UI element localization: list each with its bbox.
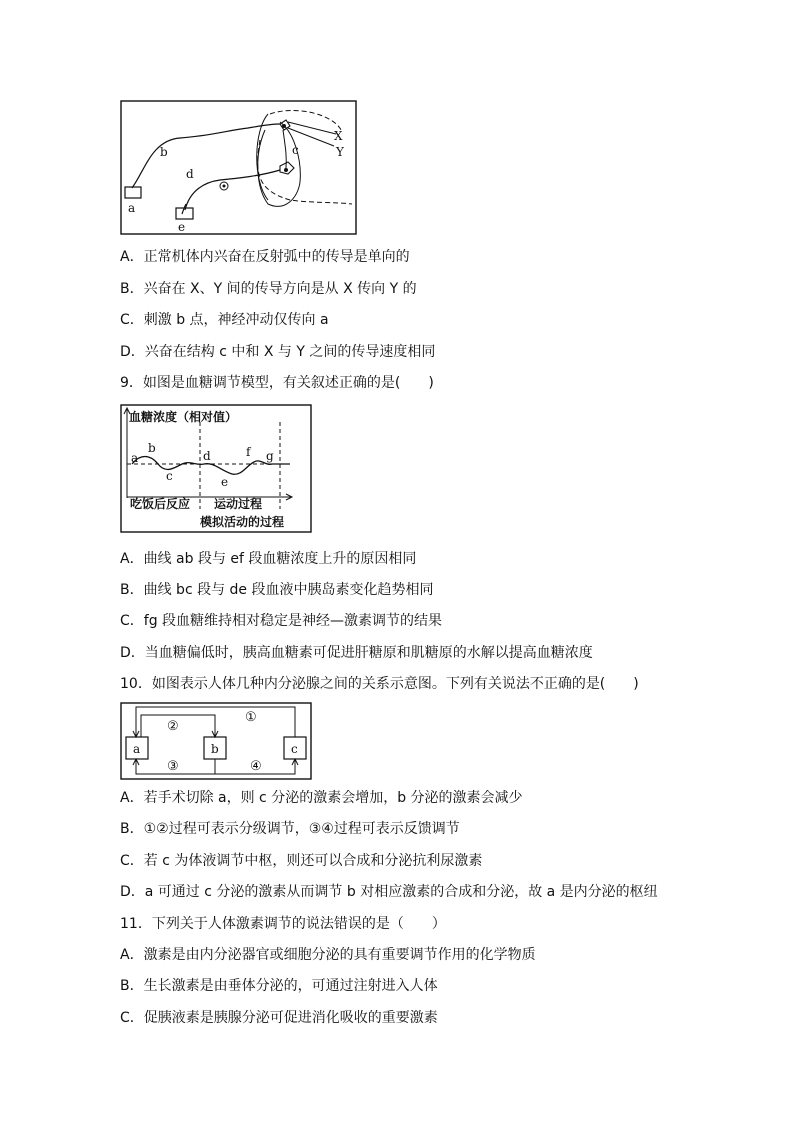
q8-option-c: C．刺激 b 点，神经冲动仅传向 a (120, 312, 329, 328)
box-a-label: a (133, 742, 141, 756)
q11-option-c: C．促胰液素是胰腺分泌可促进消化吸收的重要激素 (120, 1010, 438, 1026)
point-c: c (166, 469, 173, 483)
q10-stem: 10．如图表示人体几种内分泌腺之间的关系示意图。下列有关说法不正确的是( ) (120, 676, 639, 692)
arrow-1-label: ① (245, 710, 257, 725)
label-y: Y (336, 145, 344, 159)
endocrine-figure (120, 702, 313, 782)
phase-exercise-label: 运动过程 (214, 497, 263, 511)
q9-option-b: B．曲线 bc 段与 de 段血液中胰岛素变化趋势相同 (120, 582, 434, 598)
label-c: c (292, 143, 299, 157)
arrow-3-label: ③ (167, 759, 179, 774)
point-a: a (131, 451, 139, 465)
box-b-label: b (211, 742, 219, 756)
point-d: d (203, 449, 211, 463)
q9-option-a: A．曲线 ab 段与 ef 段血糖浓度上升的原因相同 (120, 551, 417, 567)
q9-option-d: D．当血糖偏低时，胰高血糖素可促进肝糖原和肌糖原的水解以提高血糖浓度 (120, 645, 593, 661)
label-x: X (334, 129, 343, 143)
point-f: f (246, 445, 251, 459)
point-g: g (266, 449, 274, 463)
blood-sugar-figure (120, 404, 313, 534)
q11-option-b: B．生长激素是由垂体分泌的，可通过注射进入人体 (120, 978, 438, 994)
arrow-2-label: ② (167, 719, 179, 734)
reflex-arc-figure (120, 100, 358, 236)
q10-option-d: D．a 可通过 c 分泌的激素从而调节 b 对相应激素的合成和分泌，故 a 是内分泌的枢纽 (120, 884, 658, 900)
label-d: d (186, 167, 194, 181)
q8-option-d: D．兴奋在结构 c 中和 X 与 Y 之间的传导速度相同 (120, 344, 436, 360)
figure-footer: 模拟活动的过程 (200, 515, 285, 529)
box-c-label: c (291, 742, 298, 756)
q8-option-b: B．兴奋在 X、Y 间的传导方向是从 X 传向 Y 的 (120, 281, 417, 297)
phase-eating-label: 吃饭后反应 (130, 497, 191, 511)
q10-option-b: B．①②过程可表示分级调节，③④过程可表示反馈调节 (120, 821, 460, 837)
point-b: b (148, 441, 156, 455)
q8-option-a: A．正常机体内兴奋在反射弧中的传导是单向的 (120, 249, 410, 265)
y-axis-title: 血糖浓度（相对值） (129, 410, 238, 424)
point-e: e (221, 475, 229, 489)
label-a: a (128, 201, 136, 215)
q11-option-a: A．激素是由内分泌器官或细胞分泌的具有重要调节作用的化学物质 (120, 947, 536, 963)
q10-option-c: C．若 c 为体液调节中枢，则还可以合成和分泌抗利尿激素 (120, 853, 483, 869)
label-e: e (178, 220, 186, 234)
arrow-4-label: ④ (250, 759, 262, 774)
q9-option-c: C．fg 段血糖维持相对稳定是神经—激素调节的结果 (120, 613, 443, 629)
label-b: b (160, 145, 168, 159)
q11-stem: 11．下列关于人体激素调节的说法错误的是（ ） (120, 916, 446, 932)
q10-option-a: A．若手术切除 a，则 c 分泌的激素会增加，b 分泌的激素会减少 (120, 790, 523, 806)
q9-stem: 9．如图是血糖调节模型，有关叙述正确的是( ) (120, 375, 434, 391)
